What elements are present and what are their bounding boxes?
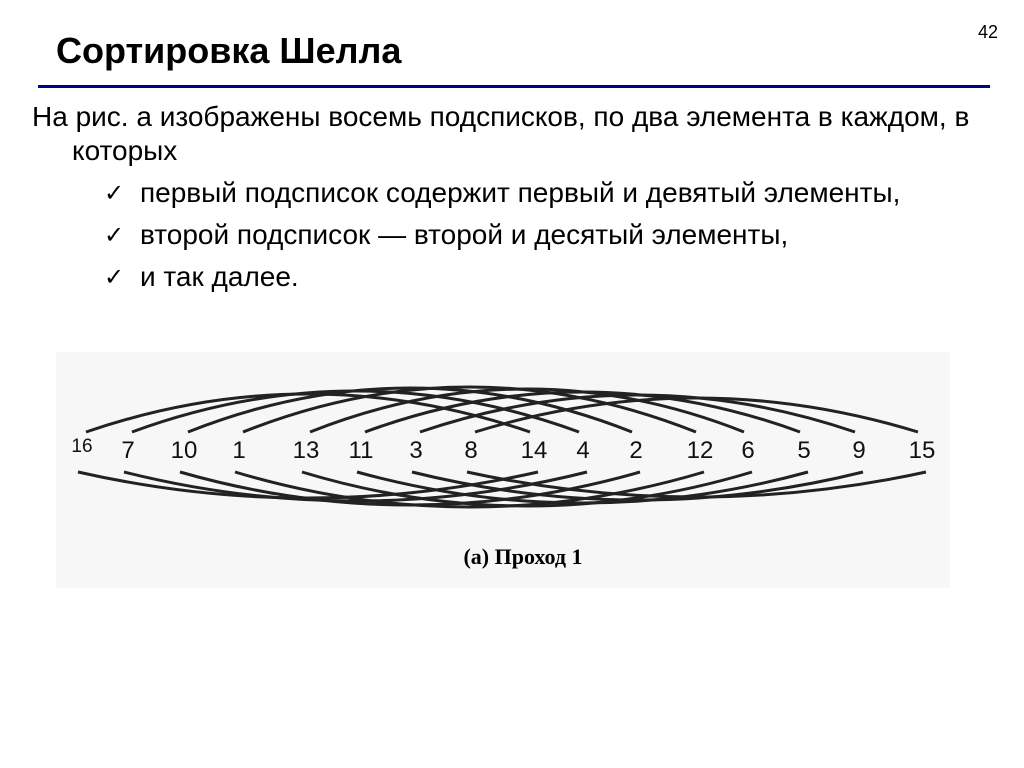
array-value: 12 xyxy=(686,437,714,464)
slide-number: 42 xyxy=(977,22,998,42)
array-value: 6 xyxy=(741,437,755,464)
bullet-text: первый подсписок содержит первый и девятый элементы, xyxy=(140,177,901,208)
figure-caption: (а) Проход 1 xyxy=(463,544,583,569)
sublist-diagram xyxy=(56,352,950,588)
array-value: 9 xyxy=(852,437,866,464)
array-value: 16 xyxy=(71,436,93,457)
array-value: 3 xyxy=(409,437,423,464)
check-icon: ✓ xyxy=(104,263,125,291)
array-value: 15 xyxy=(908,437,936,464)
array-value: 5 xyxy=(797,437,811,464)
lead-paragraph: На рис. а изображены восемь подсписков, по два элемента в каждом, в которых xyxy=(32,101,970,166)
check-icon: ✓ xyxy=(104,179,125,207)
array-value: 10 xyxy=(170,437,198,464)
bullet-text: второй подсписок — второй и десятый элементы, xyxy=(140,219,789,250)
array-value: 14 xyxy=(520,437,548,464)
slide-body xyxy=(32,100,992,294)
title-divider xyxy=(38,85,990,88)
array-value: 1 xyxy=(232,437,246,464)
array-value: 2 xyxy=(629,437,643,464)
bullet-text: и так далее. xyxy=(140,261,299,292)
bullet-item xyxy=(32,260,992,294)
array-value: 11 xyxy=(348,437,374,464)
shell-sort-pass-figure xyxy=(56,352,950,588)
array-value: 13 xyxy=(292,437,320,464)
array-value: 7 xyxy=(121,437,135,464)
bullet-list xyxy=(32,176,992,294)
slide-title: Сортировка Шелла xyxy=(56,30,402,71)
bullet-item xyxy=(32,176,992,210)
array-value: 4 xyxy=(576,437,590,464)
array-values xyxy=(71,436,935,464)
bullet-item xyxy=(32,218,992,252)
array-value: 8 xyxy=(464,437,478,464)
check-icon: ✓ xyxy=(104,221,125,249)
